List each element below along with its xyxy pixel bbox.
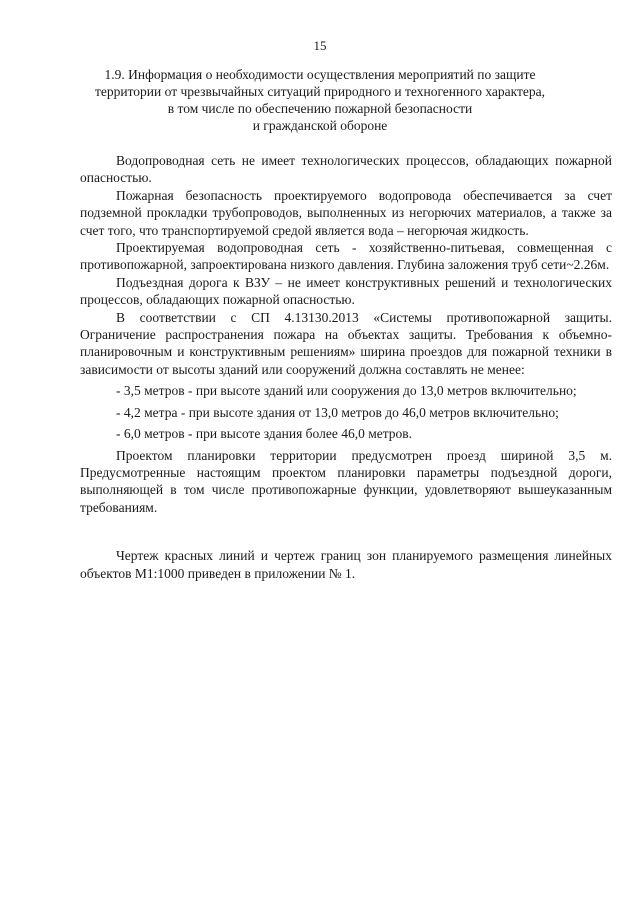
page-number: 15: [313, 38, 327, 53]
document-body: [80, 152, 612, 582]
heading-line: в том числе по обеспечению пожарной безопасности: [167, 101, 473, 116]
list-item: - 6,0 метров - при высоте здания более 46,0 метров.: [116, 426, 413, 442]
paragraph-drawing-reference: Чертеж красных линий и чертеж границ зон планируемого размещения линейных объектов М1:1000 приведен в приложении № 1.: [80, 548, 612, 581]
heading-line: 1.9. Информация о необходимости осуществления мероприятий по защите: [104, 67, 536, 82]
paragraph-network-design: Проектируемая водопроводная сеть - хозяйственно-питьевая, совмещенная с противопожарной, запроектирована низкого давления. Глубина заложения труб сети~2.26м.: [80, 240, 612, 273]
list-item: - 3,5 метров - при высоте зданий или сооружения до 13,0 метров включительно;: [116, 383, 577, 399]
section-heading: [80, 66, 560, 134]
paragraph-access-road: Подъездная дорога к ВЗУ – не имеет конструктивных решений и технологических процессов, обладающих пожарной опасностью.: [80, 274, 612, 308]
list-item: - 4,2 метра - при высоте здания от 13,0 метров до 46,0 метров включительно;: [116, 404, 559, 420]
paragraph-regulation: В соответствии с СП 4.13130.2013 «Системы противопожарной защиты. Ограничение распространения пожара на объектах защиты. Требования к объемно-планировочным и конструктивным решениям» ширина проездов для пожарной техники в зависимости от высоты зданий или сооружений должна составлять не менее:: [80, 309, 612, 377]
paragraph-water-network: Водопроводная сеть не имеет технологических процессов, обладающих пожарной опасностью.: [80, 153, 612, 186]
paragraph-planning-project: Проектом планировки территории предусмотрен проезд шириной 3,5 м. Предусмотренные настоящим проектом планировки параметры подъездной дороги, выполняющей в том числе противопожарные функции, удовлетворяют вышеуказанным требованиям.: [80, 447, 612, 515]
heading-line: территории от чрезвычайных ситуаций природного и техногенного характера,: [94, 84, 546, 99]
heading-line: и гражданской обороне: [252, 118, 388, 133]
paragraph-fire-safety: Пожарная безопасность проектируемого водопровода обеспечивается за счет подземной прокладки трубопроводов, выполненных из негорючих материалов, а также за счет того, что транспортируемой средой является вода – негорючая жидкость.: [80, 187, 612, 238]
